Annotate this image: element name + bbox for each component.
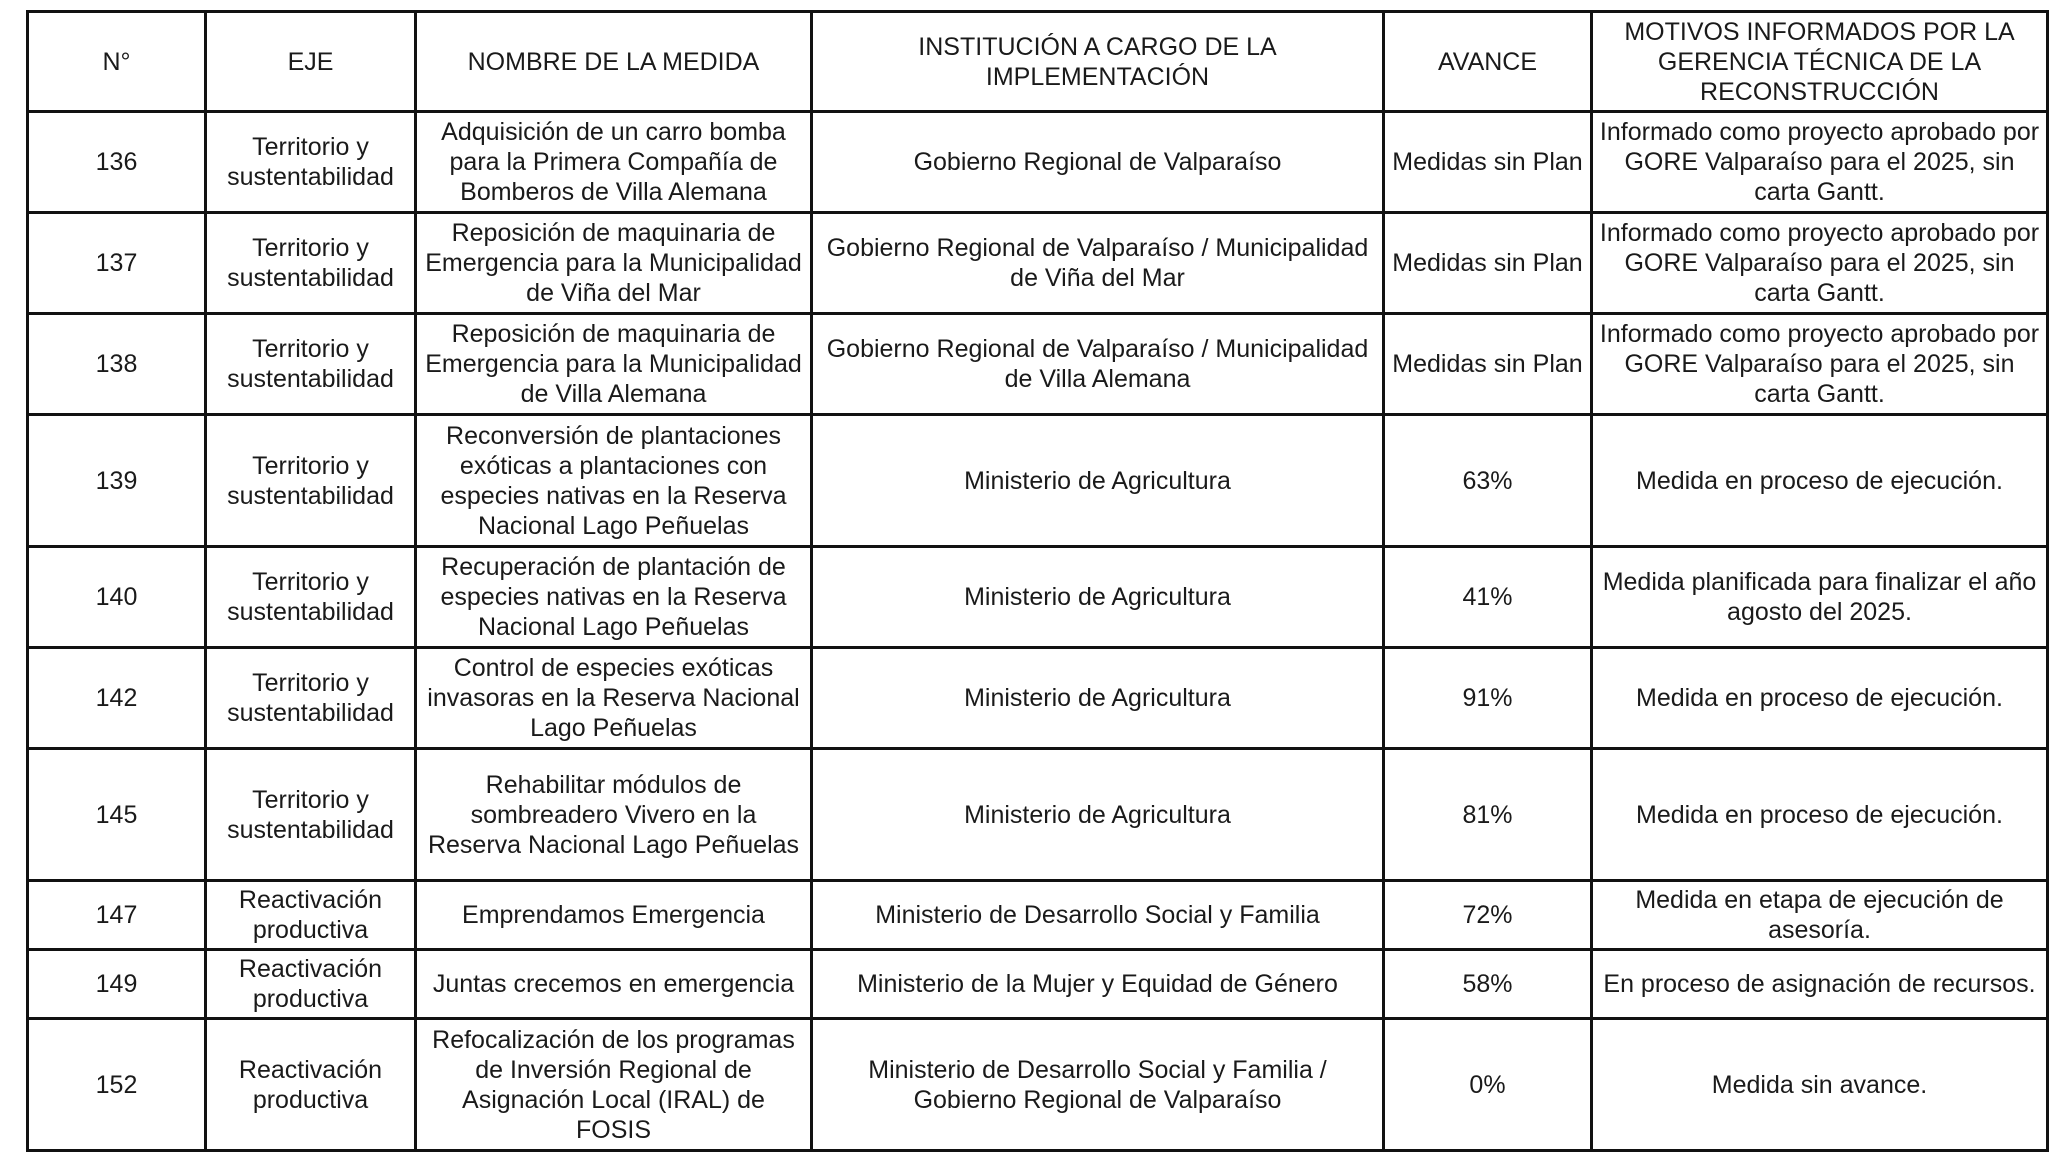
- cell-numero: 139: [28, 415, 206, 547]
- cell-institucion: Ministerio de Agricultura: [812, 648, 1384, 749]
- cell-motivos: Medida en proceso de ejecución.: [1592, 648, 2048, 749]
- table-row: [28, 648, 2048, 749]
- table-row: [28, 112, 2048, 213]
- table-row: [28, 213, 2048, 314]
- header-numero: N°: [28, 12, 206, 112]
- cell-motivos: Medida sin avance.: [1592, 1019, 2048, 1151]
- cell-avance: 41%: [1384, 547, 1592, 648]
- cell-nombre: Reconversión de plantaciones exóticas a plantaciones con especies nativas en la Reserva Nacional Lago Peñuelas: [416, 415, 812, 547]
- cell-avance: Medidas sin Plan: [1384, 314, 1592, 415]
- cell-avance: Medidas sin Plan: [1384, 213, 1592, 314]
- cell-nombre: Reposición de maquinaria de Emergencia para la Municipalidad de Villa Alemana: [416, 314, 812, 415]
- cell-institucion: Gobierno Regional de Valparaíso: [812, 112, 1384, 213]
- cell-eje: Territorio y sustentabilidad: [206, 314, 416, 415]
- table-header-row: [28, 12, 2048, 112]
- cell-avance: 58%: [1384, 950, 1592, 1019]
- header-motivos: MOTIVOS INFORMADOS POR LA GERENCIA TÉCNICA DE LA RECONSTRUCCIÓN: [1592, 12, 2048, 112]
- table-row: [28, 749, 2048, 881]
- header-eje: EJE: [206, 12, 416, 112]
- cell-nombre: Control de especies exóticas invasoras en la Reserva Nacional Lago Peñuelas: [416, 648, 812, 749]
- cell-nombre: Rehabilitar módulos de sombreadero Vivero en la Reserva Nacional Lago Peñuelas: [416, 749, 812, 881]
- cell-avance: 91%: [1384, 648, 1592, 749]
- cell-numero: 147: [28, 881, 206, 950]
- cell-numero: 140: [28, 547, 206, 648]
- cell-eje: Territorio y sustentabilidad: [206, 648, 416, 749]
- cell-institucion: Ministerio de Agricultura: [812, 415, 1384, 547]
- cell-motivos: Medida en etapa de ejecución de asesoría.: [1592, 881, 2048, 950]
- table-row: [28, 881, 2048, 950]
- cell-numero: 138: [28, 314, 206, 415]
- cell-eje: Reactivación productiva: [206, 1019, 416, 1151]
- cell-avance: 72%: [1384, 881, 1592, 950]
- cell-institucion: Ministerio de Desarrollo Social y Familia / Gobierno Regional de Valparaíso: [812, 1019, 1384, 1151]
- cell-motivos: Informado como proyecto aprobado por GORE Valparaíso para el 2025, sin carta Gantt.: [1592, 314, 2048, 415]
- cell-motivos: Medida en proceso de ejecución.: [1592, 749, 2048, 881]
- medidas-table: [26, 10, 2049, 1152]
- cell-institucion: Gobierno Regional de Valparaíso / Municipalidad de Villa Alemana: [812, 314, 1384, 415]
- cell-avance: Medidas sin Plan: [1384, 112, 1592, 213]
- header-avance: AVANCE: [1384, 12, 1592, 112]
- cell-eje: Territorio y sustentabilidad: [206, 213, 416, 314]
- cell-numero: 149: [28, 950, 206, 1019]
- cell-institucion: Ministerio de Desarrollo Social y Familia: [812, 881, 1384, 950]
- cell-eje: Territorio y sustentabilidad: [206, 749, 416, 881]
- cell-avance: 81%: [1384, 749, 1592, 881]
- cell-nombre: Refocalización de los programas de Inversión Regional de Asignación Local (IRAL) de FOSIS: [416, 1019, 812, 1151]
- cell-avance: 0%: [1384, 1019, 1592, 1151]
- cell-motivos: Medida planificada para finalizar el año agosto del 2025.: [1592, 547, 2048, 648]
- cell-institucion: Gobierno Regional de Valparaíso / Municipalidad de Viña del Mar: [812, 213, 1384, 314]
- cell-motivos: En proceso de asignación de recursos.: [1592, 950, 2048, 1019]
- table-row: [28, 415, 2048, 547]
- cell-institucion: Ministerio de Agricultura: [812, 547, 1384, 648]
- header-institucion: INSTITUCIÓN A CARGO DE LA IMPLEMENTACIÓN: [812, 12, 1384, 112]
- cell-institucion: Ministerio de Agricultura: [812, 749, 1384, 881]
- table-row: [28, 547, 2048, 648]
- cell-numero: 136: [28, 112, 206, 213]
- cell-numero: 145: [28, 749, 206, 881]
- cell-nombre: Adquisición de un carro bomba para la Primera Compañía de Bomberos de Villa Alemana: [416, 112, 812, 213]
- table-row: [28, 314, 2048, 415]
- cell-avance: 63%: [1384, 415, 1592, 547]
- document-page: [26, 10, 2046, 1152]
- cell-eje: Territorio y sustentabilidad: [206, 415, 416, 547]
- cell-numero: 152: [28, 1019, 206, 1151]
- cell-numero: 137: [28, 213, 206, 314]
- cell-nombre: Reposición de maquinaria de Emergencia para la Municipalidad de Viña del Mar: [416, 213, 812, 314]
- cell-eje: Reactivación productiva: [206, 881, 416, 950]
- header-nombre-medida: NOMBRE DE LA MEDIDA: [416, 12, 812, 112]
- cell-motivos: Medida en proceso de ejecución.: [1592, 415, 2048, 547]
- cell-nombre: Recuperación de plantación de especies nativas en la Reserva Nacional Lago Peñuelas: [416, 547, 812, 648]
- cell-eje: Territorio y sustentabilidad: [206, 112, 416, 213]
- cell-motivos: Informado como proyecto aprobado por GORE Valparaíso para el 2025, sin carta Gantt.: [1592, 213, 2048, 314]
- cell-eje: Reactivación productiva: [206, 950, 416, 1019]
- cell-institucion: Ministerio de la Mujer y Equidad de Género: [812, 950, 1384, 1019]
- cell-nombre: Juntas crecemos en emergencia: [416, 950, 812, 1019]
- table-row: [28, 950, 2048, 1019]
- cell-nombre: Emprendamos Emergencia: [416, 881, 812, 950]
- cell-eje: Territorio y sustentabilidad: [206, 547, 416, 648]
- cell-numero: 142: [28, 648, 206, 749]
- table-row: [28, 1019, 2048, 1151]
- cell-motivos: Informado como proyecto aprobado por GORE Valparaíso para el 2025, sin carta Gantt.: [1592, 112, 2048, 213]
